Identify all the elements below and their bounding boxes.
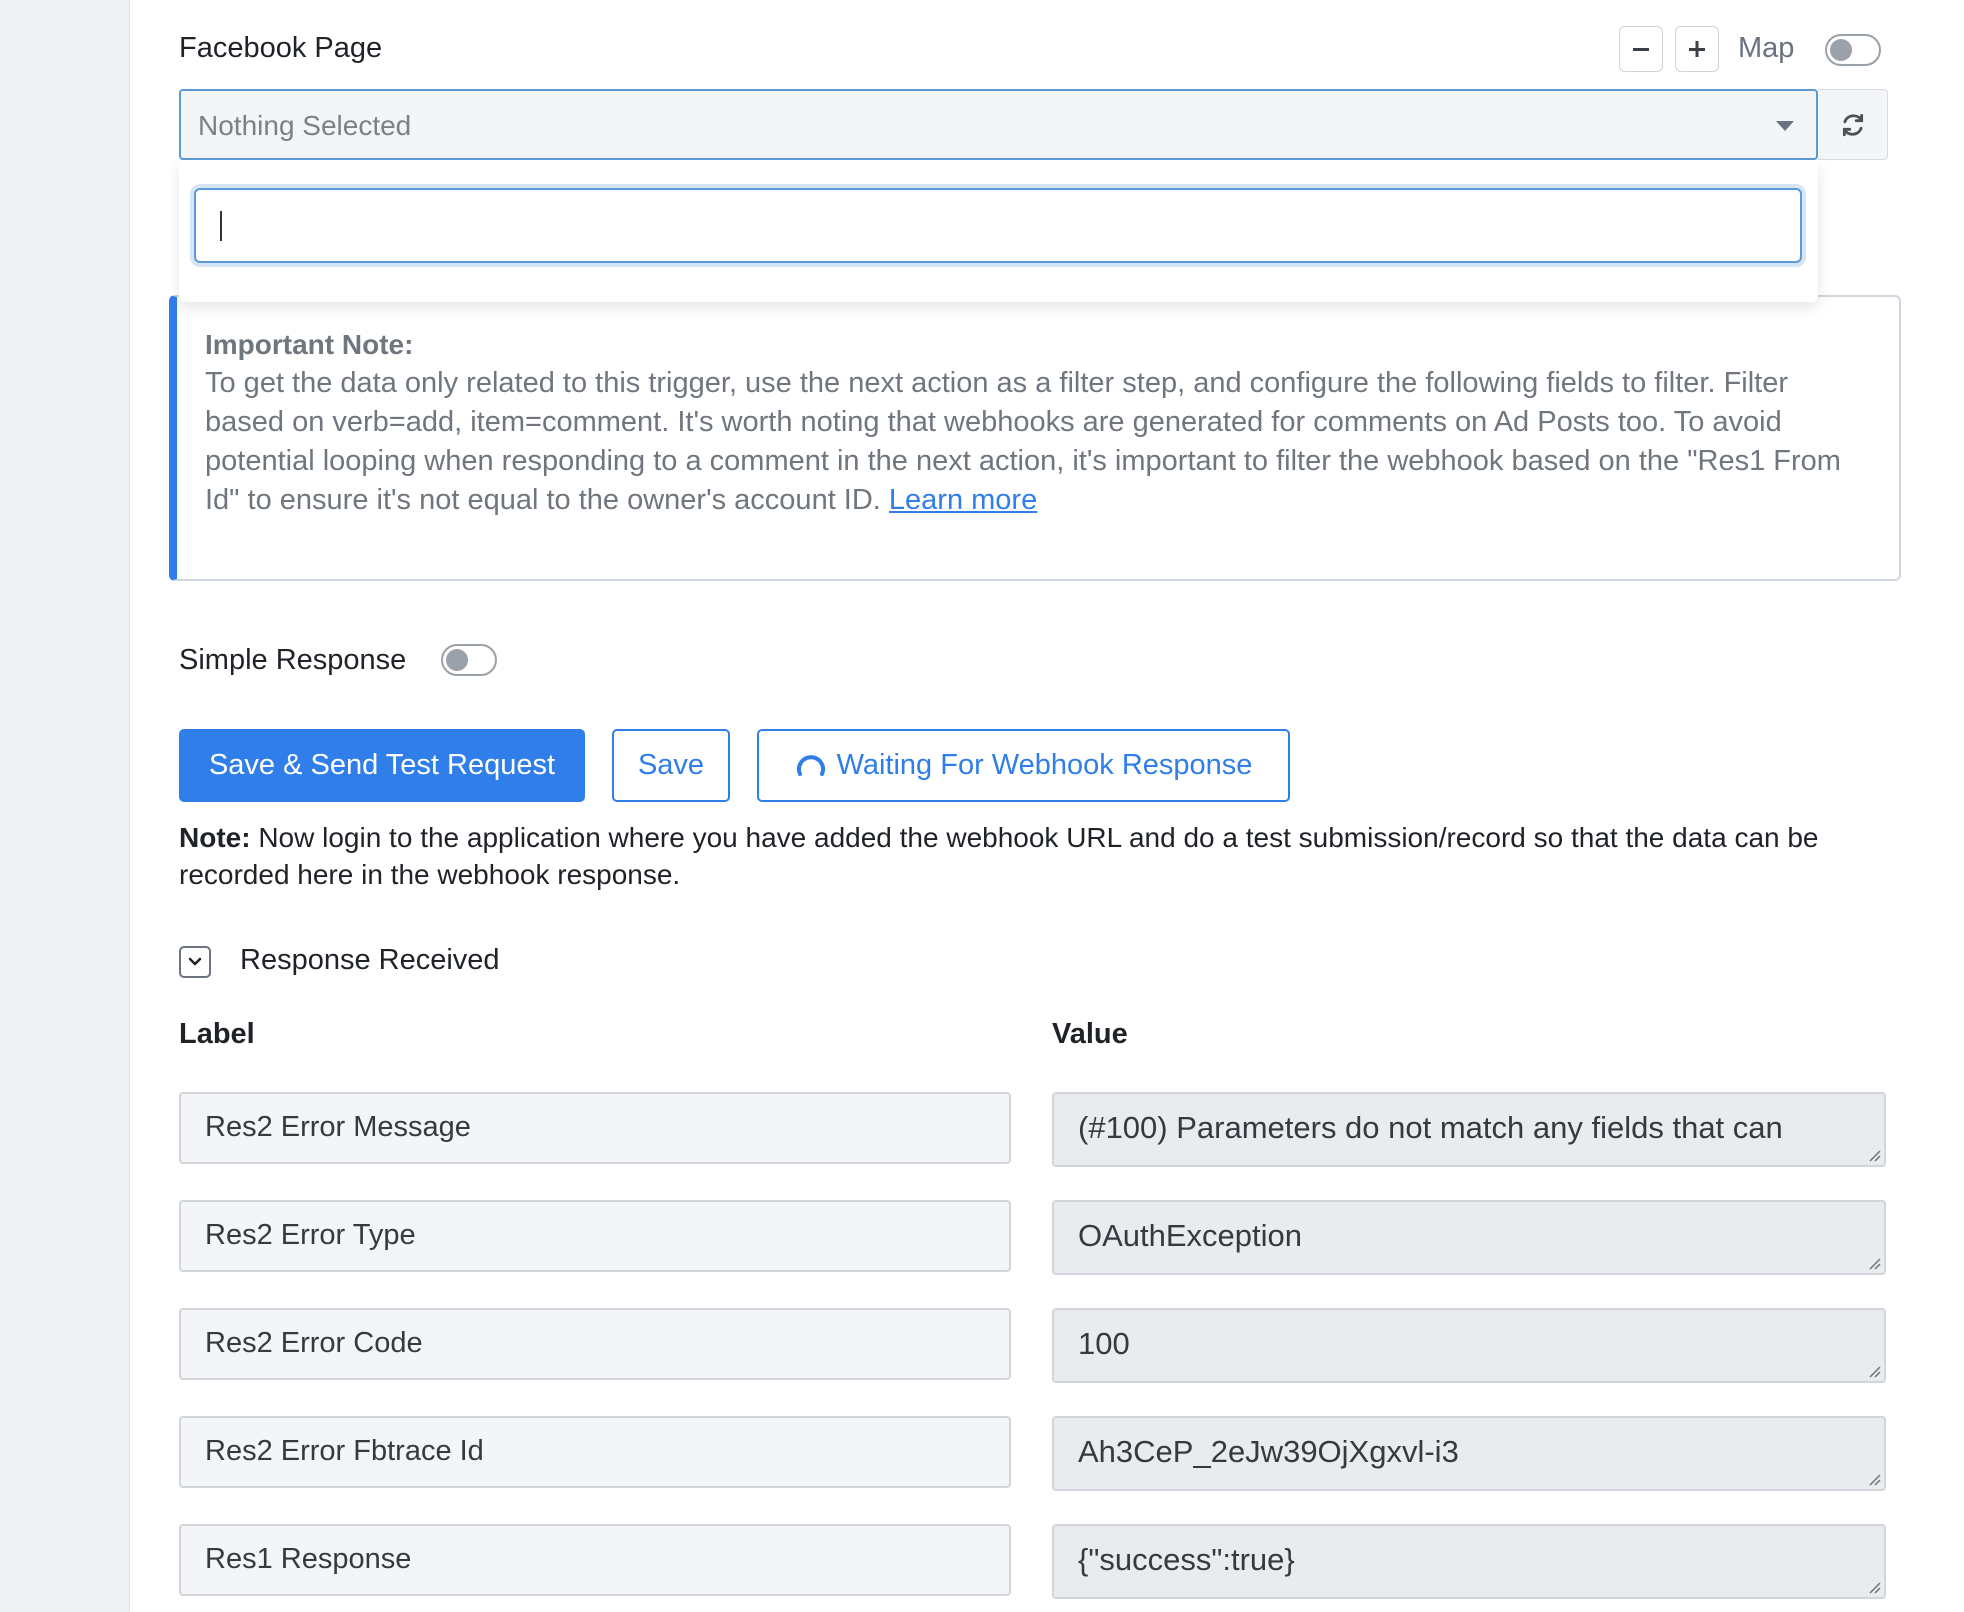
simple-response-toggle[interactable] xyxy=(441,644,497,676)
facebook-page-select[interactable] xyxy=(179,89,1818,160)
minus-icon xyxy=(1631,39,1651,59)
value-column-header: Value xyxy=(1052,1018,1128,1050)
resize-grip-icon[interactable] xyxy=(1867,1364,1881,1378)
row-value-text: OAuthException xyxy=(1078,1218,1303,1253)
refresh-button[interactable] xyxy=(1818,89,1888,160)
note-body xyxy=(205,364,1871,520)
text-cursor xyxy=(220,211,222,241)
chevron-down-icon xyxy=(186,953,204,971)
plus-icon xyxy=(1687,39,1707,59)
dropdown-search-input[interactable] xyxy=(194,188,1802,263)
chevron-down-icon xyxy=(1776,121,1794,131)
table-row xyxy=(179,1200,1886,1275)
simple-response-label: Simple Response xyxy=(179,644,407,676)
row-label-field[interactable]: Res2 Error Message xyxy=(179,1092,1011,1164)
row-value-field[interactable] xyxy=(1052,1092,1886,1167)
learn-more-link[interactable]: Learn more xyxy=(888,484,1038,516)
save-button[interactable]: Save xyxy=(612,729,730,802)
resize-grip-icon[interactable] xyxy=(1867,1148,1881,1162)
add-field-button[interactable] xyxy=(1675,26,1719,72)
submission-note-text: Now login to the application where you have added the webhook URL and do a test submission/record so that the data can be recorded here in the webhook response. xyxy=(179,822,1819,890)
row-value-text: 100 xyxy=(1078,1326,1130,1361)
row-value-field[interactable] xyxy=(1052,1524,1886,1599)
table-row xyxy=(179,1416,1886,1491)
select-dropdown xyxy=(179,160,1818,302)
row-value-field[interactable] xyxy=(1052,1200,1886,1275)
select-placeholder: Nothing Selected xyxy=(198,110,412,141)
resize-grip-icon[interactable] xyxy=(1867,1472,1881,1486)
save-send-test-button[interactable]: Save & Send Test Request xyxy=(179,729,585,802)
remove-field-button[interactable] xyxy=(1619,26,1663,72)
note-body-text: To get the data only related to this trigger, use the next action as a filter step, and configure the following fields to filter. Filter based on verb=add, item=comment. It's worth noting that webhooks are generated for comments on Ad Posts too. To avoid potential looping when responding to a comment in the next action, it's important to filter the webhook based on the "Res1 From Id" to ensure it's not equal to the owner's account ID. xyxy=(205,367,1841,516)
submission-note-bold: Note: xyxy=(179,822,251,853)
row-label-field[interactable]: Res2 Error Type xyxy=(179,1200,1011,1272)
table-row xyxy=(179,1308,1886,1383)
resize-grip-icon[interactable] xyxy=(1867,1256,1881,1270)
response-collapse-toggle[interactable] xyxy=(179,946,211,978)
row-label-field[interactable]: Res1 Response xyxy=(179,1524,1011,1596)
label-column-header: Label xyxy=(179,1018,255,1050)
submission-note xyxy=(179,819,1899,893)
row-value-text: {"success":true} xyxy=(1078,1542,1295,1577)
row-value-text: Ah3CeP_2eJw39OjXgxvl-i3 xyxy=(1078,1434,1459,1469)
map-label: Map xyxy=(1738,32,1795,64)
row-value-field[interactable] xyxy=(1052,1416,1886,1491)
map-toggle[interactable] xyxy=(1825,34,1881,66)
response-received-title: Response Received xyxy=(240,944,500,976)
row-value-field[interactable] xyxy=(1052,1308,1886,1383)
row-value-text: (#100) Parameters do not match any fields that can xyxy=(1078,1110,1783,1145)
waiting-label: Waiting For Webhook Response xyxy=(836,749,1253,781)
table-row xyxy=(179,1524,1886,1599)
row-label-field[interactable]: Res2 Error Code xyxy=(179,1308,1011,1380)
spinner-icon xyxy=(795,750,827,782)
refresh-icon xyxy=(1840,112,1866,138)
table-row xyxy=(179,1092,1886,1167)
row-label-field[interactable]: Res2 Error Fbtrace Id xyxy=(179,1416,1011,1488)
left-gutter xyxy=(0,0,129,1612)
waiting-webhook-button[interactable] xyxy=(757,729,1290,802)
note-title: Important Note: xyxy=(205,329,414,360)
facebook-page-label: Facebook Page xyxy=(179,32,383,64)
resize-grip-icon[interactable] xyxy=(1867,1580,1881,1594)
important-note xyxy=(169,295,1901,581)
